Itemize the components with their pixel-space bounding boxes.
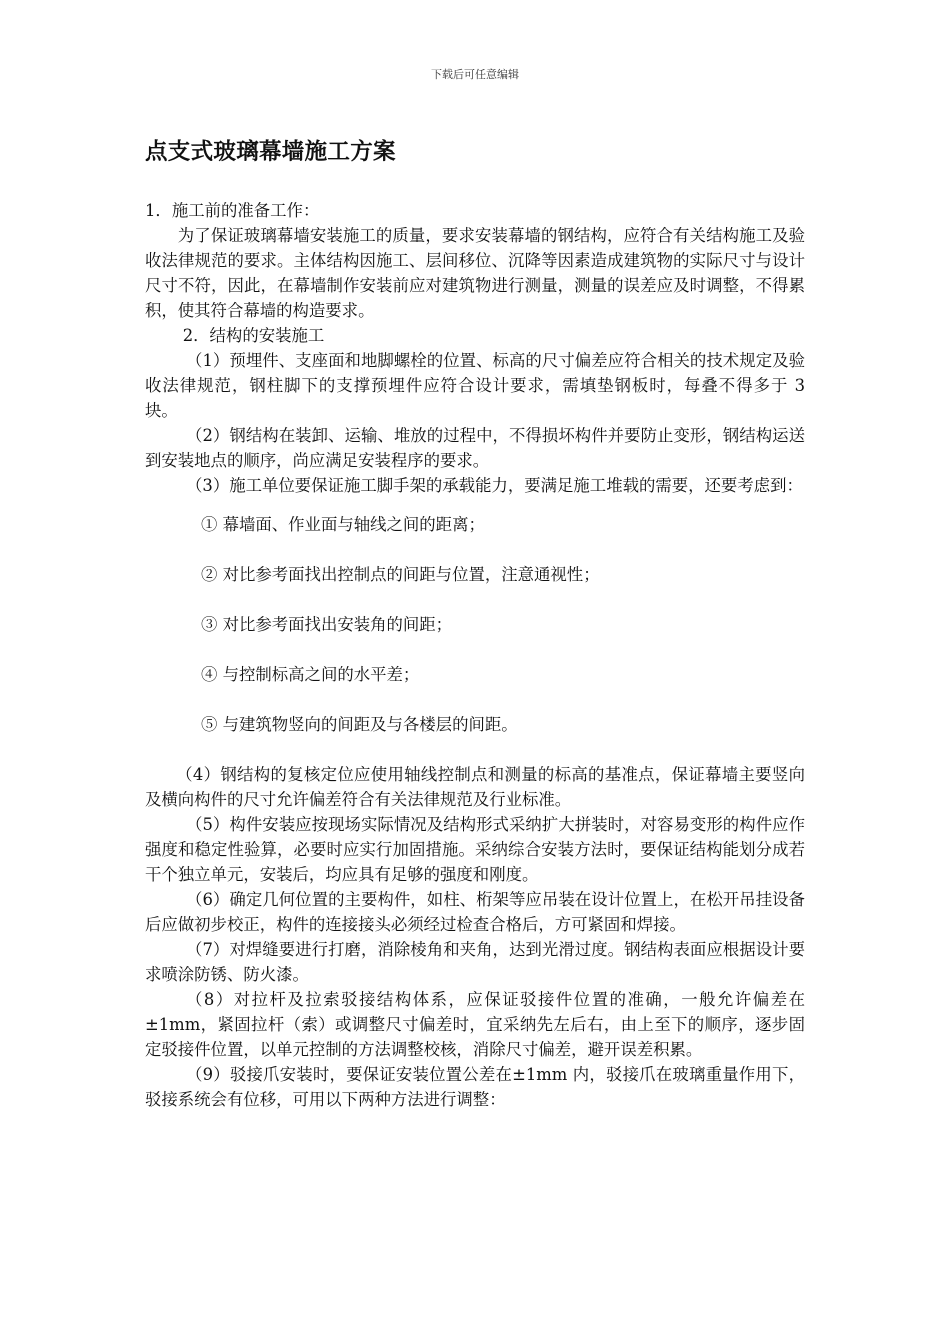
paragraph-item-6: （6）确定几何位置的主要构件，如柱、桁架等应吊装在设计位置上，在松开吊挂设备后应做初步校正，构件的连接接头必须经过检查合格后，方可紧固和焊接。 bbox=[145, 890, 805, 934]
circled-list bbox=[145, 512, 805, 748]
page-header-note: 下载后可任意编辑 bbox=[431, 68, 519, 81]
paragraph-item-5: （5）构件安装应按现场实际情况及结构形式采纳扩大拼装时，对容易变形的构件应作强度和稳定性验算，必要时应实行加固措施。采纳综合安装方法时，要保证结构能划分成若干个独立单元，安装后，均应具有足够的强度和刚度。 bbox=[145, 815, 805, 884]
paragraph-item-3: （3）施工单位要保证施工脚手架的承载能力，要满足施工堆载的需要，还要考虑到： bbox=[186, 476, 803, 495]
section-heading-structure: 2．结构的安装施工 bbox=[182, 326, 325, 345]
list-item: ③ 对比参考面找出安装角的间距； bbox=[201, 615, 453, 634]
paragraph-item-7: （7）对焊缝要进行打磨，消除棱角和夹角，达到光滑过度。钢结构表面应根据设计要求喷涂防锈、防火漆。 bbox=[145, 940, 805, 984]
paragraph-preparation: 为了保证玻璃幕墙安装施工的质量，要求安装幕墙的钢结构，应符合有关结构施工及验收法律规范的要求。主体结构因施工、层间移位、沉降等因素造成建筑物的实际尺寸与设计尺寸不符，因此，在幕墙制作安装前应对建筑物进行测量，测量的误差应及时调整，不得累积，使其符合幕墙的构造要求。 bbox=[145, 226, 805, 320]
section-heading-preparation: 1．施工前的准备工作： bbox=[145, 201, 320, 220]
list-item: ⑤ 与建筑物竖向的间距及与各楼层的间距。 bbox=[201, 715, 518, 734]
document-title: 点支式玻璃幕墙施工方案 bbox=[145, 139, 396, 165]
document-body bbox=[145, 198, 805, 1112]
paragraph-item-1: （1）预埋件、支座面和地脚螺栓的位置、标高的尺寸偏差应符合相关的技术规定及验收法律规范，钢柱脚下的支撑预埋件应符合设计要求，需填垫钢板时，每叠不得多于 3 块。 bbox=[145, 351, 805, 420]
paragraph-item-2: （2）钢结构在装卸、运输、堆放的过程中，不得损坏构件并要防止变形，钢结构运送到安装地点的顺序，尚应满足安装程序的要求。 bbox=[145, 426, 805, 470]
list-item: ② 对比参考面找出控制点的间距与位置，注意通视性； bbox=[201, 565, 600, 584]
paragraph-item-8: （8）对拉杆及拉索驳接结构体系，应保证驳接件位置的准确，一般允许偏差在±1mm，紧固拉杆（索）或调整尺寸偏差时，宜采纳先左后右，由上至下的顺序，逐步固定驳接件位置，以单元控制的方法调整校核，消除尺寸偏差，避开误差积累。 bbox=[145, 990, 805, 1059]
list-item: ① 幕墙面、作业面与轴线之间的距离； bbox=[201, 515, 485, 534]
paragraph-item-4: （4）钢结构的复核定位应使用轴线控制点和测量的标高的基准点，保证幕墙主要竖向及横向构件的尺寸允许偏差符合有关法律规范及行业标准。 bbox=[145, 765, 805, 809]
list-item: ④ 与控制标高之间的水平差； bbox=[201, 665, 420, 684]
paragraph-item-9: （9）驳接爪安装时，要保证安装位置公差在±1mm 内，驳接爪在玻璃重量作用下，驳接系统会有位移，可用以下两种方法进行调整： bbox=[145, 1065, 805, 1109]
